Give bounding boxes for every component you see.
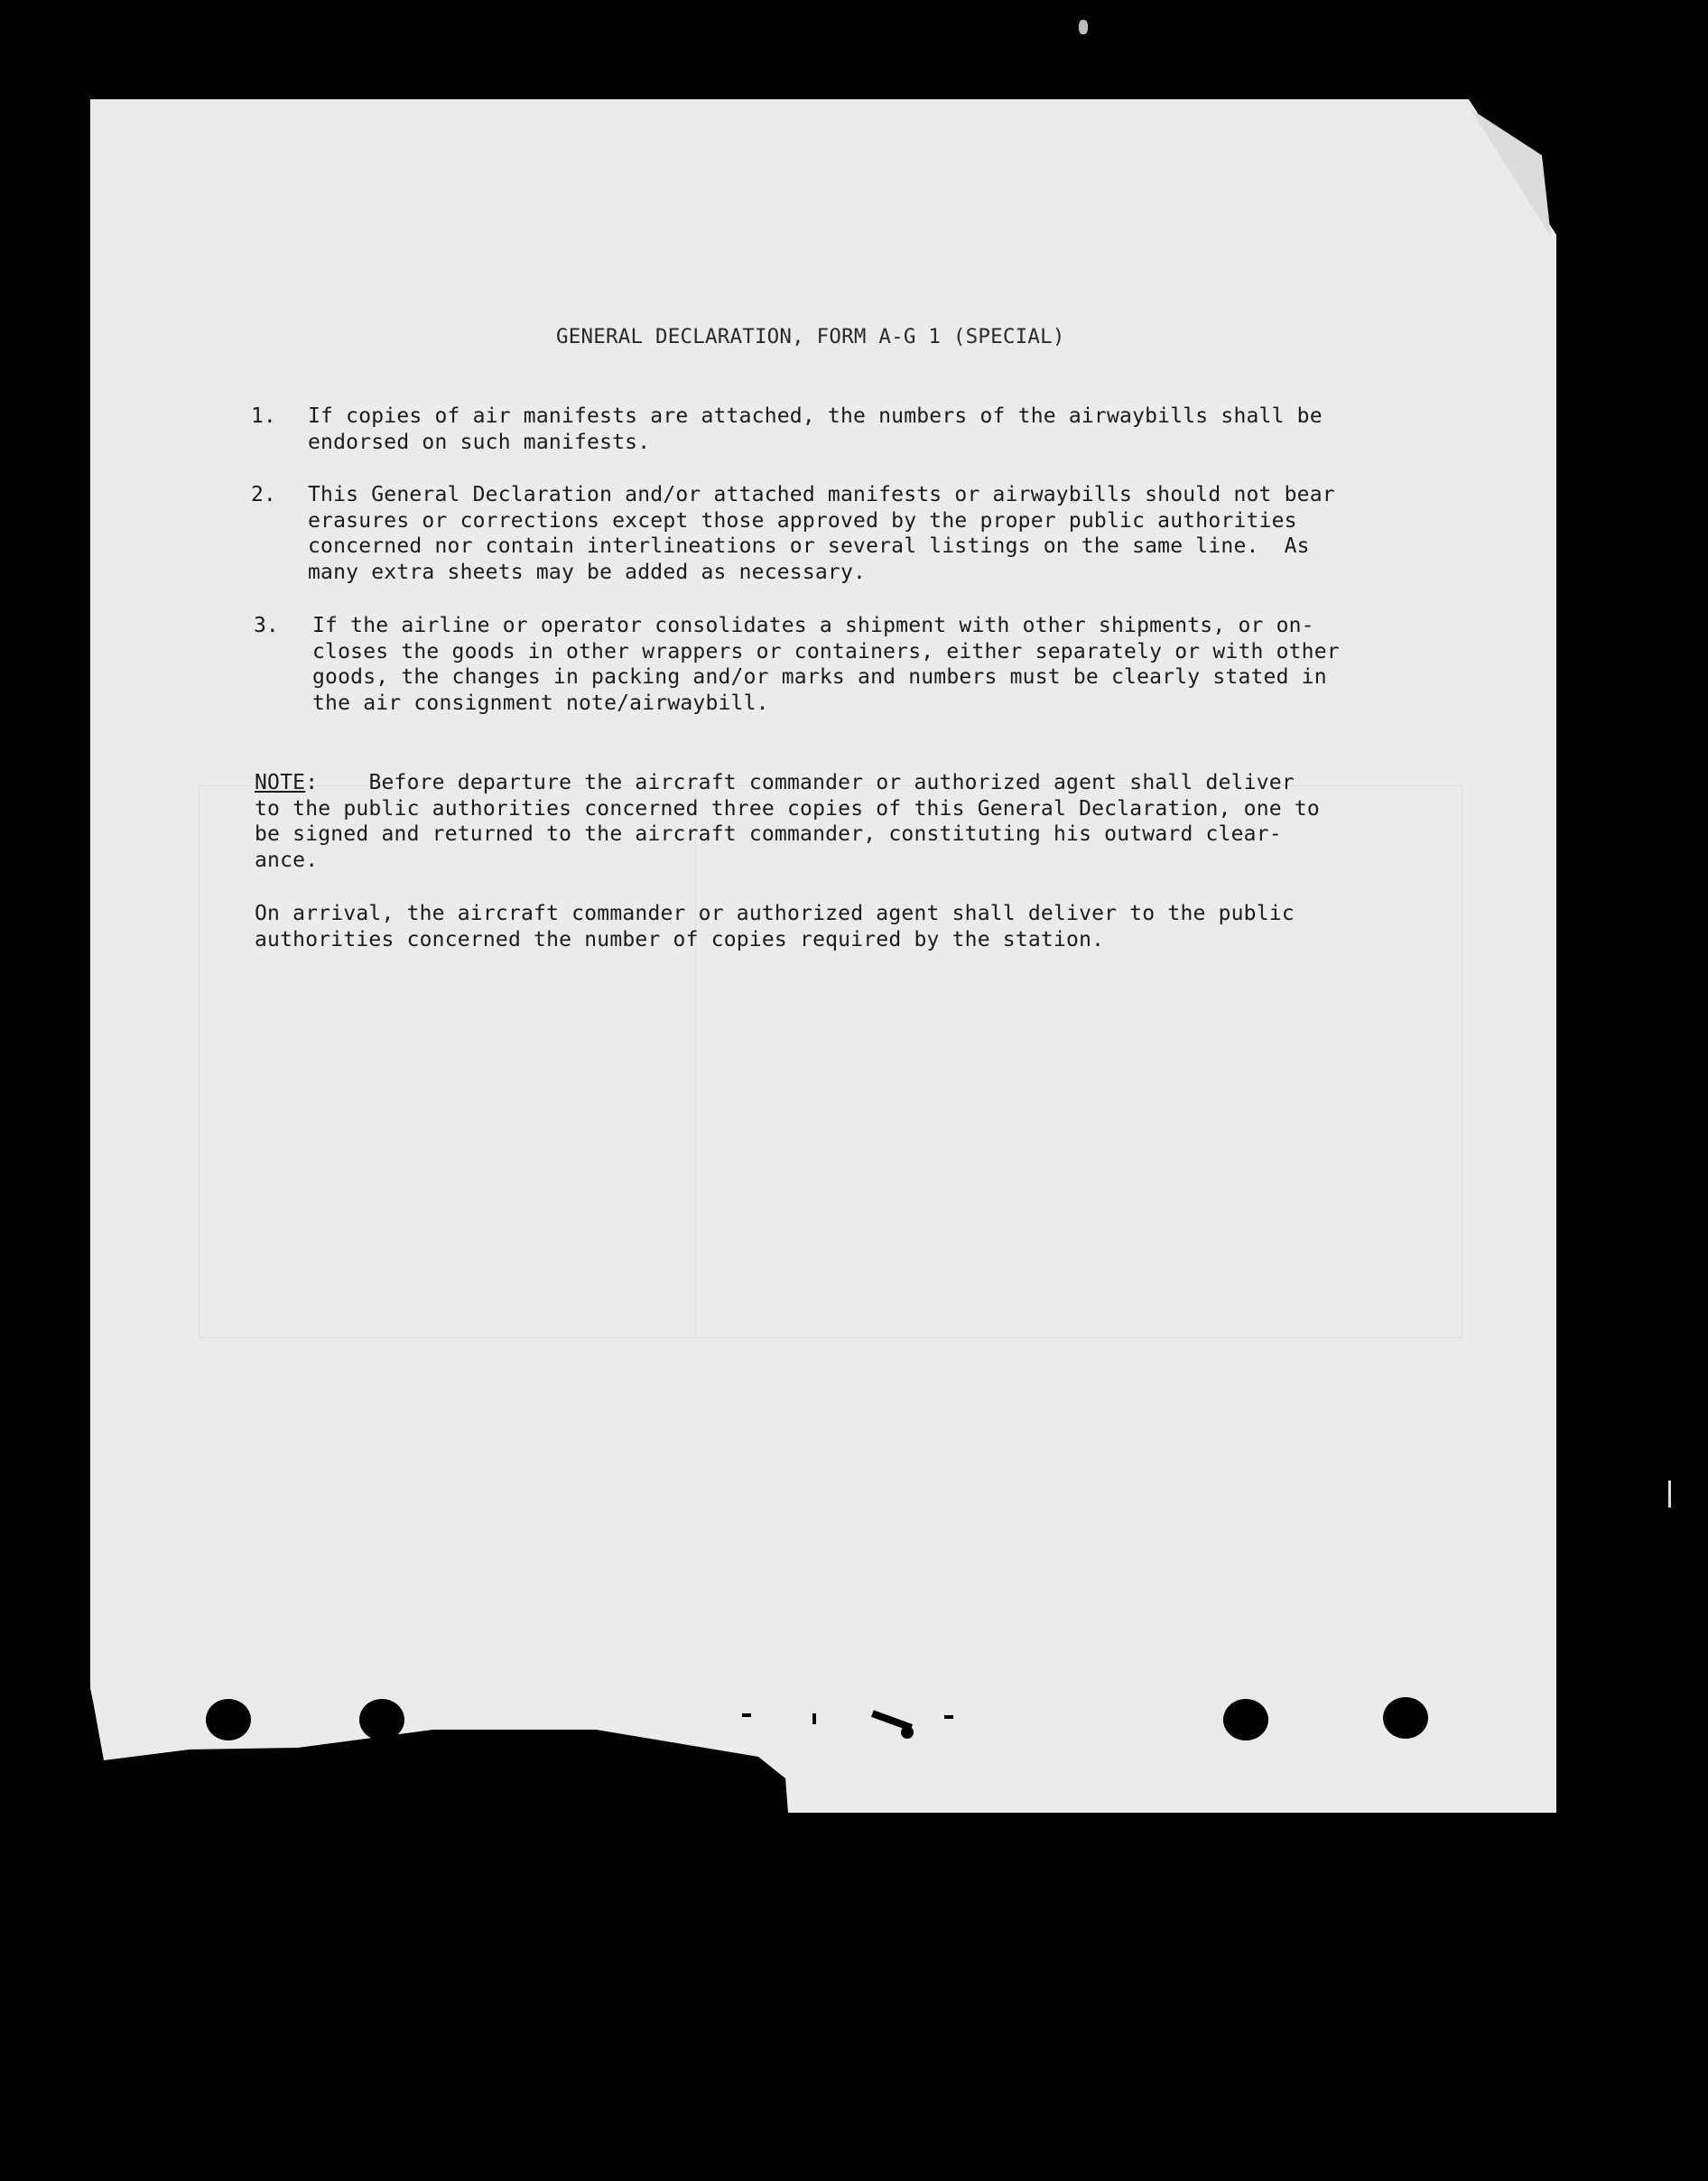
tear-mark xyxy=(812,1713,816,1724)
note-paragraph xyxy=(255,770,1320,873)
item-text: If the airline or operator consolidates a shipment with other shipments, or on- closes the goods in other wrappers or containers, either separately or with other goods, the changes in packing and/or marks and numbers must be clearly stated in the air consignment note/airwaybill. xyxy=(312,614,1340,715)
item-number: 3. xyxy=(254,614,279,637)
item-text: This General Declaration and/or attached manifests or airwaybills should not bear erasures or corrections except those approved by the proper public authorities concerned nor contain interlineations or several listings on the same line. As many extra sheets may be added as necessary. xyxy=(308,483,1335,584)
item-number: 1. xyxy=(251,404,276,428)
note-label: NOTE xyxy=(255,771,306,794)
punch-hole xyxy=(359,1699,404,1740)
item-number: 2. xyxy=(251,483,276,506)
edge-mark xyxy=(1668,1480,1671,1508)
tear-mark xyxy=(944,1715,953,1719)
arrival-paragraph: On arrival, the aircraft commander or authorized agent shall deliver to the public authorities concerned the number of copies required by the station. xyxy=(255,902,1295,951)
punch-hole xyxy=(1383,1697,1428,1739)
item-text: If copies of air manifests are attached, the numbers of the airwaybills shall be endorsed on such manifests. xyxy=(308,404,1323,454)
tear-mark xyxy=(742,1713,751,1717)
punch-hole xyxy=(206,1699,251,1740)
note-text: : Before departure the aircraft commander or authorized agent shall deliver to the public authorities concerned three copies of this General Declaration, one to be signed and returned to the aircraft commander, constituting his outward clear- ance. xyxy=(255,771,1320,872)
tear-mark xyxy=(901,1726,914,1739)
dust-mark xyxy=(1079,20,1088,34)
punch-hole xyxy=(1223,1699,1268,1740)
paper-sheet xyxy=(90,99,1556,1813)
document-title: GENERAL DECLARATION, FORM A-G 1 (SPECIAL) xyxy=(556,325,1065,348)
